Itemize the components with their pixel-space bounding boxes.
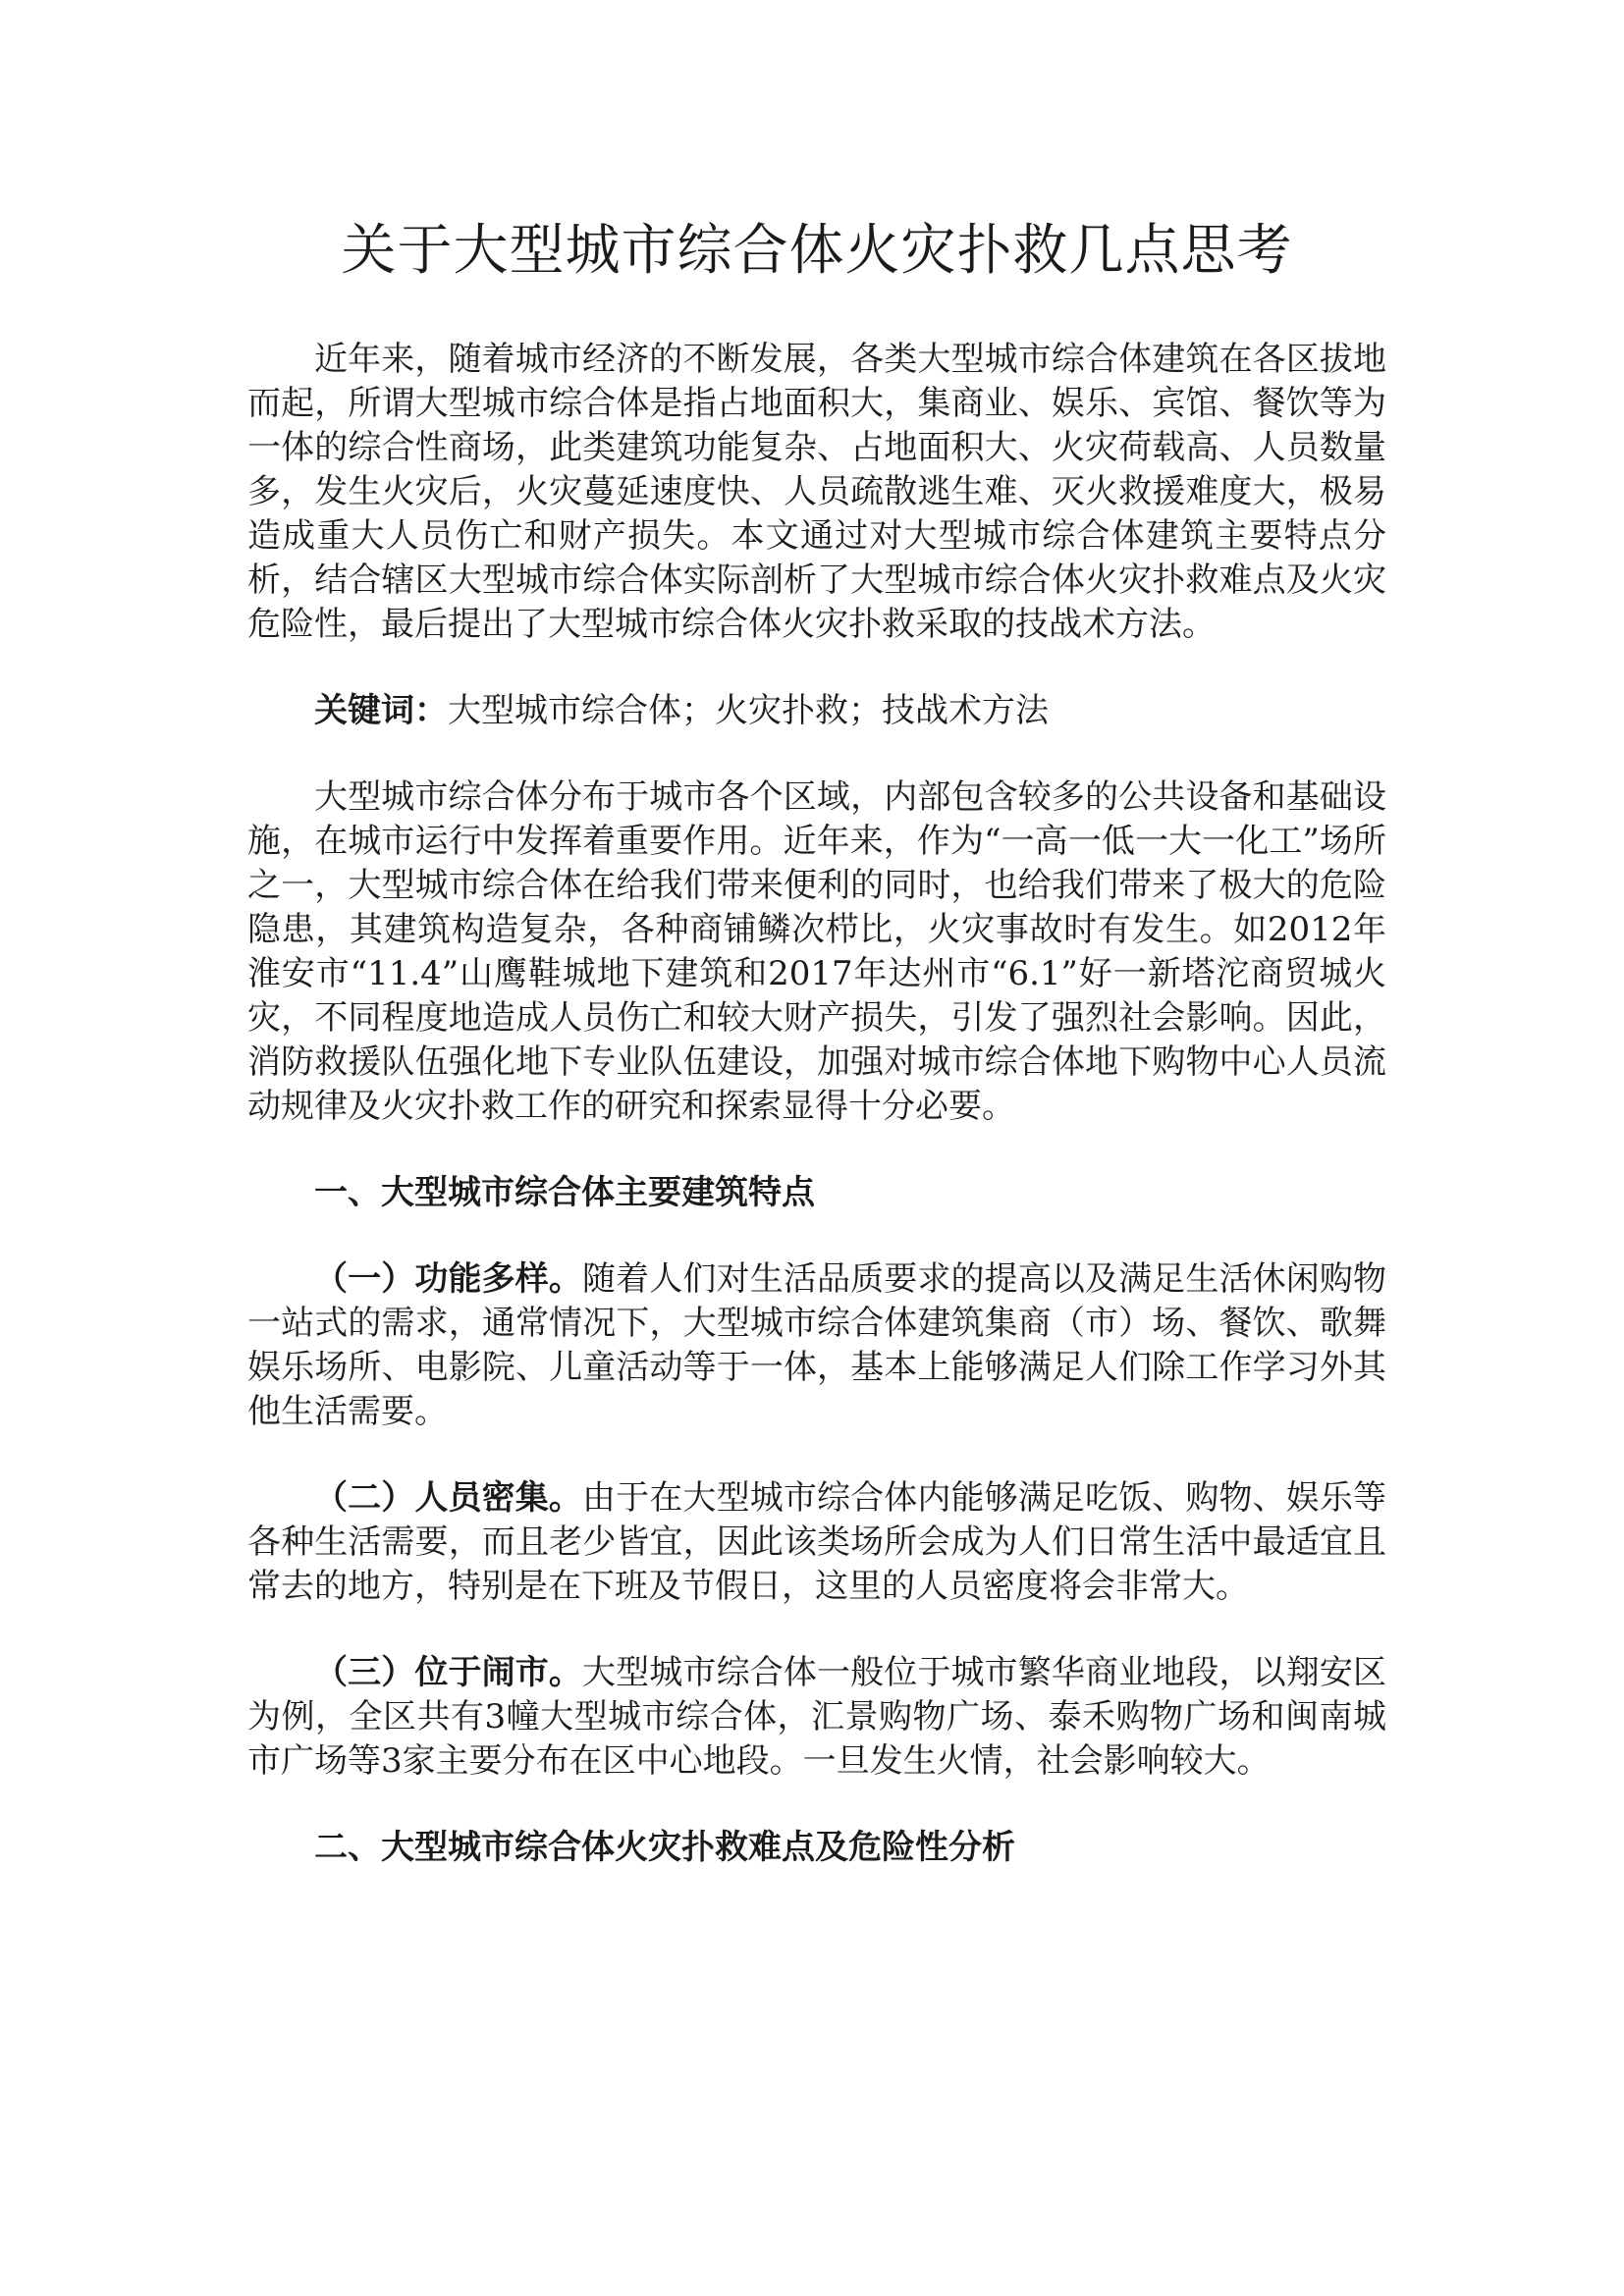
section1-item-3 [247, 1651, 1386, 1784]
item-lead: （二）人员密集。 [314, 1478, 583, 1518]
section1-item-1 [247, 1257, 1386, 1434]
keywords-label: 关键词： [314, 691, 448, 730]
abstract-paragraph: 近年来，随着城市经济的不断发展，各类大型城市综合体建筑在各区拔地而起，所谓大型城市综合体是指占地面积大，集商业、娱乐、宾馆、餐饮等为一体的综合性商场，此类建筑功能复杂、占地面积大、火灾荷载高、人员数量多，发生火灾后，火灾蔓延速度快、人员疏散逃生难、灭火救援难度大，极易造成重大人员伤亡和财产损失。本文通过对大型城市综合体建筑主要特点分析，结合辖区大型城市综合体实际剖析了大型城市综合体火灾扑救难点及火灾危险性，最后提出了大型城市综合体火灾扑救采取的技战术方法。 [247, 340, 1386, 644]
item-text: 随着人们对生活品质要求的提高以及满足生活休闲购物一站式的需求，通常情况下，大型城市综合体建筑集商（市）场、餐饮、歌舞娱乐场所、电影院、儿童活动等于一体，基本上能够满足人们除工作学习外其他生活需要。 [247, 1259, 1387, 1431]
section1-item-2 [247, 1476, 1386, 1609]
keywords-text: 大型城市综合体；火灾扑救；技战术方法 [448, 691, 1049, 730]
document-title: 关于大型城市综合体火灾扑救几点思考 [341, 219, 1293, 283]
item-lead: （三）位于闹市。 [314, 1653, 583, 1692]
item-lead: （一）功能多样。 [314, 1259, 583, 1299]
document-body [247, 216, 1386, 1912]
keywords-line [247, 689, 1386, 733]
section-heading-1: 一、大型城市综合体主要建筑特点 [314, 1173, 815, 1212]
item-text: 大型城市综合体一般位于城市繁华商业地段，以翔安区为例，全区共有3幢大型城市综合体，汇景购物广场、泰禾购物广场和闽南城市广场等3家主要分布在区中心地段。一旦发生火情，社会影响较大。 [247, 1653, 1387, 1781]
item-text: 由于在大型城市综合体内能够满足吃饭、购物、娱乐等各种生活需要，而且老少皆宜，因此该类场所会成为人们日常生活中最适宜且常去的地方，特别是在下班及节假日，这里的人员密度将会非常大。 [247, 1478, 1387, 1606]
section-heading-2: 二、大型城市综合体火灾扑救难点及危险性分析 [314, 1828, 1015, 1867]
intro-paragraph: 大型城市综合体分布于城市各个区域，内部包含较多的公共设备和基础设施，在城市运行中发挥着重要作用。近年来，作为“一高一低一大一化工”场所之一，大型城市综合体在给我们带来便利的同时，也给我们带来了极大的危险隐患，其建筑构造复杂，各种商铺鳞次栉比，火灾事故时有发生。如2012年淮安市“11.4”山鹰鞋城地下建筑和2017年达州市“6.1”好一新塔沱商贸城火灾，不同程度地造成人员伤亡和较大财产损失，引发了强烈社会影响。因此，消防救援队伍强化地下专业队伍建设，加强对城市综合体地下购物中心人员流动规律及火灾扑救工作的研究和探索显得十分必要。 [247, 777, 1386, 1126]
